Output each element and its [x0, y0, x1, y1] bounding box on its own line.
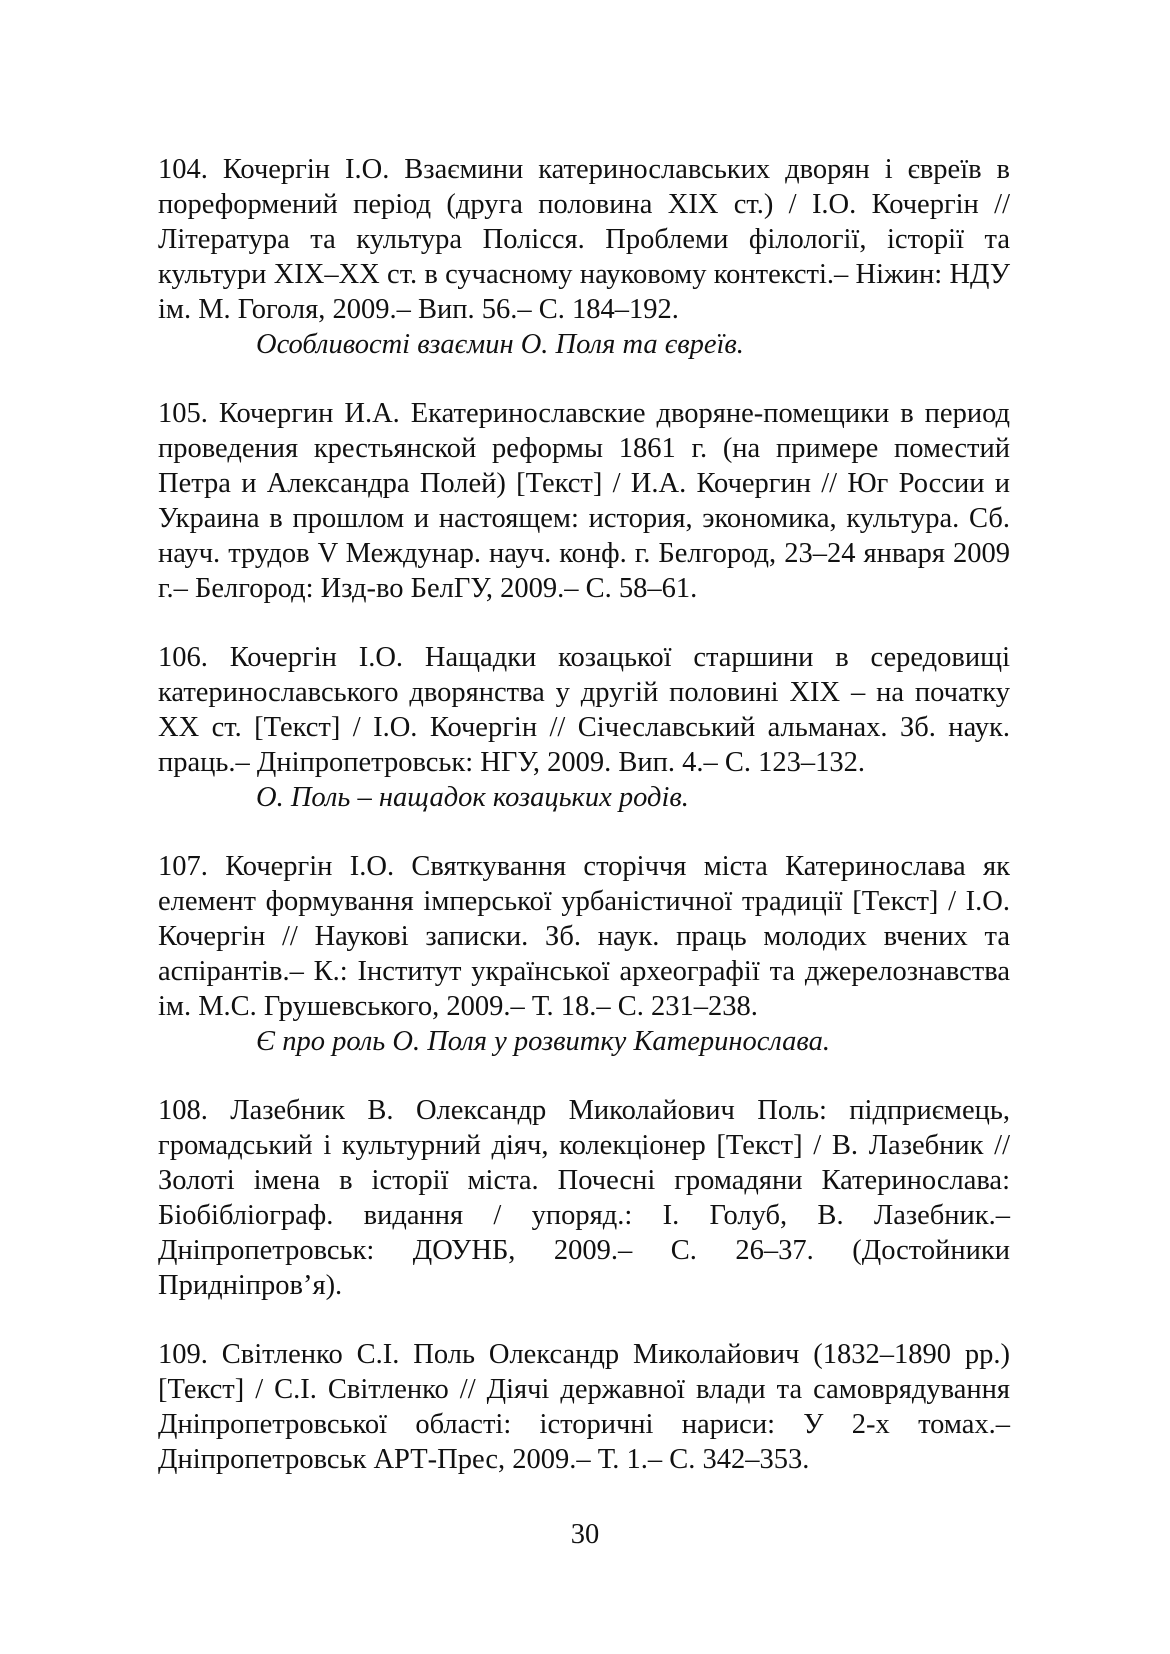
bibliography-entry-107	[158, 849, 1010, 1059]
page-number: 30	[570, 1519, 600, 1550]
entry-text: 104. Кочергін І.О. Взаємини катеринославських дворян і євреїв в пореформений період (друга половина ХІХ ст.) / І.О. Кочергін // Література та культура Полісся. Проблеми філології, історії та культури ХІХ–ХХ ст. в сучасному науковому контексті.– Ніжин: НДУ ім. М. Гоголя, 2009.– Вип. 56.– С. 184–192.	[158, 154, 1010, 325]
entry-text: 105. Кочергин И.А. Екатеринославские дворяне-помещики в период проведения крестьянской реформы 1861 г. (на примере поместий Петра и Александра Полей) [Текст] / И.А. Кочергин // Юг России и Украина в прошлом и настоящем: история, экономика, культура. Сб. науч. трудов V Междунар. науч. конф. г. Белгород, 23–24 января 2009 г.– Белгород: Изд-во БелГУ, 2009.– С. 58–61.	[158, 398, 1010, 604]
bibliography-entry-108	[158, 1093, 1010, 1303]
entry-text: 108. Лазебник В. Олександр Миколайович Поль: підприємець, громадський і культурний діяч, колекціонер [Текст] / В. Лазебник // Золоті імена в історії міста. Почесні громадяни Катеринослава: Біобібліограф. видання / упоряд.: І. Голуб, В. Лазебник.– Дніпропетровськ: ДОУНБ, 2009.– С. 26–37. (Достойники Придніпров’я).	[158, 1095, 1010, 1301]
entry-text: 107. Кочергін І.О. Святкування сторіччя міста Катеринослава як елемент формування імперської урбаністичної традиції [Текст] / І.О. Кочергін // Наукові записки. Зб. наук. праць молодих вчених та аспірантів.– К.: Інститут української археографії та джерелознавства ім. М.С. Грушевського, 2009.– Т. 18.– С. 231–238.	[158, 851, 1010, 1022]
entry-annotation: Особливості взаємин О. Поля та євреїв.	[256, 329, 744, 360]
entry-annotation: О. Поль – нащадок козацьких родів.	[256, 782, 689, 813]
bibliography-entry-104	[158, 152, 1010, 362]
entry-text: 106. Кочергін І.О. Нащадки козацької старшини в середовищі катеринославського дворянства у другій половині ХІХ – на початку ХХ ст. [Текст] / І.О. Кочергін // Січеславський альманах. Зб. наук. праць.– Дніпропетровськ: НГУ, 2009. Вип. 4.– С. 123–132.	[158, 642, 1010, 778]
entry-annotation: Є про роль О. Поля у розвитку Катеринослава.	[256, 1026, 830, 1057]
bibliography-entry-105	[158, 396, 1010, 606]
entry-text: 109. Світленко С.І. Поль Олександр Миколайович (1832–1890 рр.) [Текст] / С.І. Світленко // Діячі державної влади та самоврядування Дніпропетровської області: історичні нариси: У 2-х томах.– Дніпропетровськ АРТ-Прес, 2009.– Т. 1.– С. 342–353.	[158, 1339, 1010, 1475]
bibliography-list	[158, 152, 1010, 1511]
bibliography-entry-109	[158, 1337, 1010, 1477]
bibliography-entry-106	[158, 640, 1010, 815]
